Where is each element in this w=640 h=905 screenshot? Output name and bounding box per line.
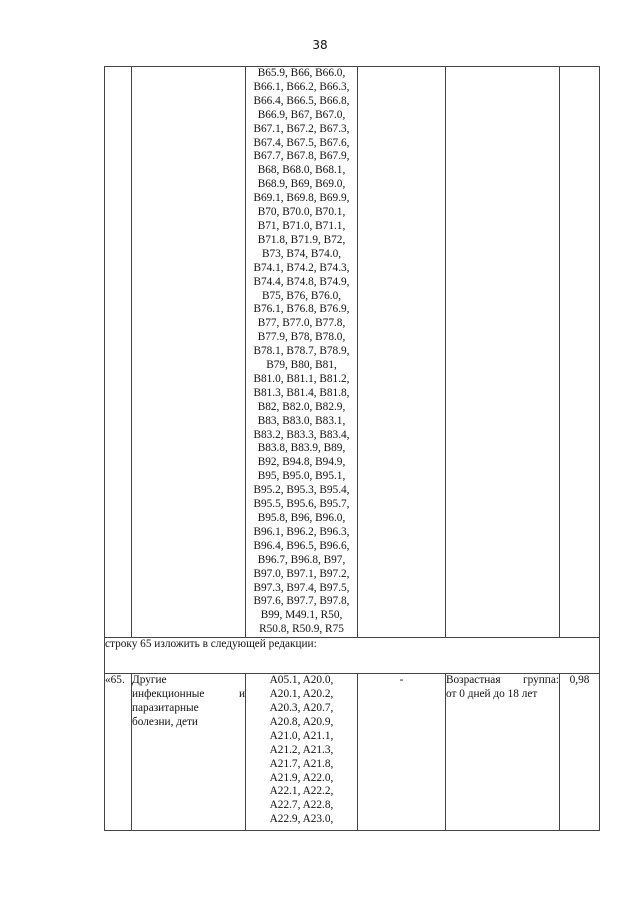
table-row-instruction — [105, 638, 600, 674]
code-line: B67.1, B67.2, B67.3, — [253, 122, 350, 135]
code-line: A21.0, A21.1, — [269, 729, 334, 742]
code-line: B67.4, B67.5, B67.6, — [253, 136, 350, 149]
code-line: B70, B70.0, B70.1, — [257, 206, 346, 219]
code-line: B75, B76, B76.0, — [261, 289, 342, 302]
code-line: B95.8, B96, B96.0, — [257, 512, 346, 524]
code-line: B74.4, B74.8, B74.9, — [253, 275, 350, 288]
code-line: B71.8, B71.9, B72, — [257, 233, 346, 246]
code-line: B66.4, B66.5, B66.8, — [253, 94, 350, 107]
criteria-word: Возрастная — [446, 674, 501, 687]
name-line: Другие — [132, 674, 167, 687]
code-line: B65.9, B66, B66.0, — [257, 67, 346, 79]
code-line: B77.9, B78, B78.0, — [257, 331, 346, 344]
code-line: B83.2, B83.3, B83.4, — [253, 428, 350, 441]
code-line: A20.1, A20.2, — [269, 688, 334, 701]
code-line: A20.3, A20.7, — [269, 701, 334, 714]
page-number: 38 — [312, 38, 328, 52]
coefficient-table — [104, 66, 600, 831]
code-line: B97.6, B97.7, B97.8, — [253, 595, 350, 608]
cell-empty-4 — [358, 67, 446, 638]
code-line: B83.8, B83.9, B89, — [257, 442, 346, 455]
name-line: паразитарные — [132, 701, 199, 714]
code-line: B68, B68.0, B68.1, — [257, 164, 346, 177]
name-word: инфекционные — [132, 688, 205, 701]
cell-name-empty — [132, 67, 246, 638]
code-line: B96.4, B96.5, B96.6, — [253, 539, 350, 552]
cell-empty-5 — [446, 67, 560, 638]
code-line: A21.9, A22.0, — [269, 771, 334, 784]
criteria-line-justified — [446, 674, 559, 688]
code-line: B81.3, B81.4, B81.8, — [253, 386, 350, 399]
name-line: болезни, дети — [132, 715, 198, 728]
code-line: B76.1, B76.8, B76.9, — [253, 303, 350, 316]
code-line: A22.9, A23.0, — [269, 813, 334, 826]
disease-group-name — [132, 674, 246, 831]
codes-list — [246, 67, 357, 637]
instruction-text: строку 65 изложить в следующей редакции: — [105, 638, 600, 674]
cell-empty-6 — [560, 67, 600, 638]
criteria-word: группа: — [522, 674, 559, 687]
code-line: A21.2, A21.3, — [269, 743, 334, 756]
code-line: A20.8, A20.9, — [269, 715, 334, 728]
code-line: B83, B83.0, B83.1, — [257, 414, 346, 427]
code-line: A22.7, A22.8, — [269, 799, 334, 812]
code-line: B95.5, B95.6, B95.7, — [253, 498, 350, 511]
code-line: B95.2, B95.3, B95.4, — [253, 484, 350, 497]
code-line: B81.0, B81.1, B81.2, — [253, 372, 350, 385]
code-line: B66.9, B67, B67.0, — [257, 108, 346, 121]
code-line: B77, B77.0, B77.8, — [257, 317, 346, 330]
code-line: B68.9, B69, B69.0, — [257, 178, 346, 191]
code-line: B99, M49.1, R50, — [260, 609, 343, 622]
code-line: B79, B80, B81, — [266, 359, 337, 372]
code-line: B73, B74, B74.0, — [261, 247, 342, 260]
code-line: B71, B71.0, B71.1, — [257, 219, 346, 232]
row-number: «65. — [105, 674, 132, 831]
cell-number-empty — [105, 67, 132, 638]
code-line: B82, B82.0, B82.9, — [257, 400, 346, 413]
table-row-65 — [105, 674, 600, 831]
code-line: B97.3, B97.4, B97.5, — [253, 581, 350, 594]
cell-diagnosis-codes-65 — [246, 674, 358, 831]
codes-list — [246, 674, 357, 827]
name-word: и — [238, 688, 245, 701]
cell-additional-criteria — [446, 674, 560, 831]
table-row-continuation — [105, 67, 600, 638]
code-line: B67.7, B67.8, B67.9, — [253, 150, 350, 163]
name-line-justified — [132, 688, 245, 702]
code-line: A21.7, A21.8, — [269, 757, 334, 770]
code-line: B97.0, B97.1, B97.2, — [253, 567, 350, 580]
code-line: B95, B95.0, B95.1, — [257, 470, 346, 483]
code-line: A05.1, A20.0, — [269, 674, 334, 687]
cell-procedure-dash: - — [358, 674, 446, 831]
code-line: B96.1, B96.2, B96.3, — [253, 525, 350, 538]
code-line: B92, B94.8, B94.9, — [257, 456, 346, 469]
cell-coefficient: 0,98 — [560, 674, 600, 831]
code-line: R50.8, R50.9, R75 — [259, 623, 344, 636]
criteria-line: от 0 дней до 18 лет — [446, 688, 538, 701]
cell-diagnosis-codes — [246, 67, 358, 638]
code-line: B96.7, B96.8, B97, — [257, 553, 346, 566]
code-line: B78.1, B78.7, B78.9, — [253, 345, 350, 358]
code-line: B69.1, B69.8, B69.9, — [253, 192, 350, 205]
code-line: B74.1, B74.2, B74.3, — [253, 261, 350, 274]
code-line: A22.1, A22.2, — [269, 785, 334, 798]
code-line: B66.1, B66.2, B66.3, — [253, 80, 350, 93]
